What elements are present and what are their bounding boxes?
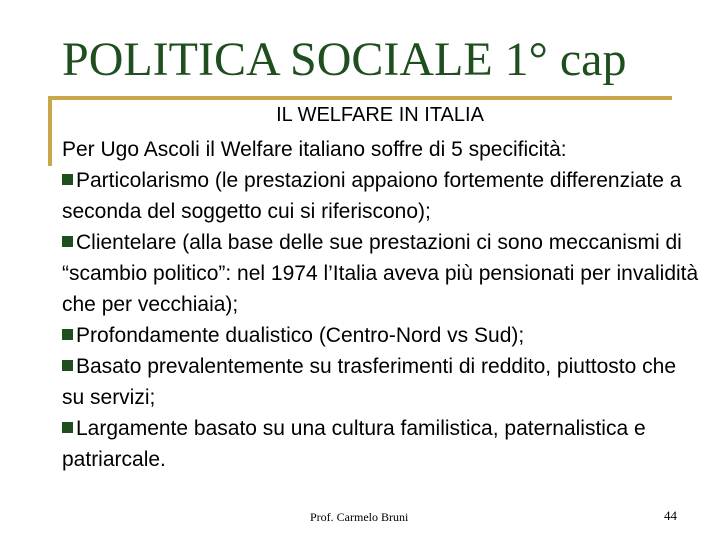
list-item-text: Largamente basato su una cultura familistica, paternalistica e patriarcale. bbox=[62, 417, 646, 471]
slide-body bbox=[62, 134, 702, 475]
slide-subtitle: IL WELFARE IN ITALIA bbox=[276, 104, 484, 126]
title-rule-horizontal bbox=[48, 96, 672, 100]
square-bullet-icon bbox=[62, 329, 73, 340]
footer-author: Prof. Carmelo Bruni bbox=[310, 510, 409, 524]
list-item bbox=[62, 165, 702, 227]
slide-title: POLITICA SOCIALE 1° cap bbox=[62, 33, 627, 86]
square-bullet-icon bbox=[62, 360, 73, 371]
list-item bbox=[62, 351, 702, 413]
square-bullet-icon bbox=[62, 422, 73, 433]
list-item bbox=[62, 320, 702, 351]
list-item-text: Particolarismo (le prestazioni appaiono fortemente differenziate a seconda del soggetto cui si riferiscono); bbox=[62, 169, 682, 223]
list-item-text: Basato prevalentemente su trasferimenti di reddito, piuttosto che su servizi; bbox=[62, 355, 676, 409]
page-number: 44 bbox=[664, 508, 677, 523]
intro-text: Per Ugo Ascoli il Welfare italiano soffre di 5 specificità: bbox=[62, 138, 567, 161]
list-item-text: Clientelare (alla base delle sue prestazioni ci sono meccanismi di “scambio politico”: nel 1974 l’Italia aveva più pensionati per invalidità che per vecchiaia); bbox=[62, 231, 699, 316]
list-item bbox=[62, 227, 702, 320]
square-bullet-icon bbox=[62, 174, 73, 185]
square-bullet-icon bbox=[62, 236, 73, 247]
list-item-text: Profondamente dualistico (Centro-Nord vs Sud); bbox=[76, 324, 525, 347]
list-item bbox=[62, 413, 702, 475]
